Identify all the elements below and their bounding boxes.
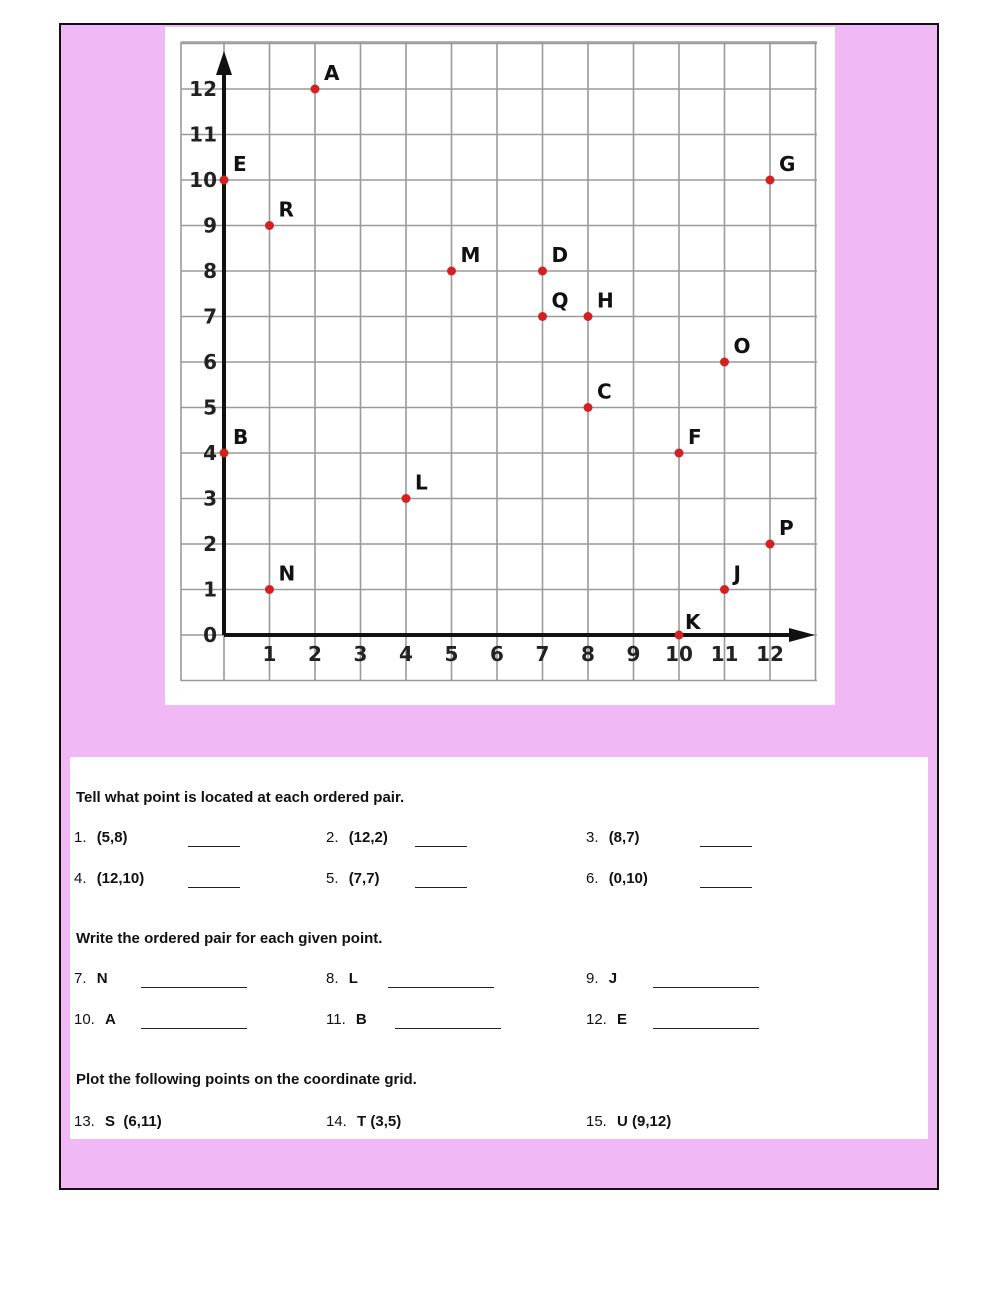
x-tick-label: 3 — [353, 642, 368, 666]
question-number: 1. — [74, 829, 87, 846]
question-5 — [326, 870, 380, 887]
x-axis-arrow — [789, 628, 815, 642]
point-b-marker — [220, 449, 229, 458]
answer-blank-6[interactable] — [700, 887, 752, 888]
point-letter: B — [355, 1011, 367, 1028]
question-number: 13. — [74, 1113, 95, 1130]
y-tick-label: 6 — [203, 350, 217, 374]
question-9 — [586, 970, 617, 987]
x-tick-label: 6 — [490, 642, 504, 666]
point-f-marker — [675, 449, 684, 458]
ordered-pair: (5,8) — [96, 829, 128, 846]
point-n-label: N — [278, 561, 296, 586]
question-number: 6. — [586, 870, 599, 887]
question-number: 3. — [586, 829, 599, 846]
question-6 — [586, 870, 648, 887]
point-c-label: C — [597, 379, 612, 404]
answer-blank-10[interactable] — [141, 1028, 247, 1029]
point-n-marker — [265, 585, 274, 594]
y-tick-label: 4 — [203, 441, 217, 465]
point-l-marker — [402, 494, 411, 503]
point-r-label: R — [278, 197, 294, 222]
section1-heading: Tell what point is located at each ordered pair. — [76, 789, 405, 806]
point-e-label: E — [233, 152, 247, 176]
question-12 — [586, 1011, 627, 1028]
x-tick-label: 10 — [665, 642, 693, 666]
questions-panel — [70, 757, 928, 1139]
answer-blank-12[interactable] — [653, 1028, 759, 1029]
point-m-label: M — [460, 243, 481, 267]
y-tick-label: 12 — [189, 77, 217, 101]
question-8 — [326, 970, 358, 987]
answer-blank-11[interactable] — [395, 1028, 501, 1029]
question-number: 2. — [326, 829, 339, 846]
point-letter: E — [617, 1011, 628, 1028]
point-a-label: A — [324, 61, 340, 85]
question-number: 12. — [586, 1011, 607, 1028]
question-number: 14. — [326, 1113, 347, 1130]
x-tick-label: 9 — [626, 642, 641, 666]
question-2 — [326, 829, 388, 846]
point-o-label: O — [733, 334, 751, 358]
point-e-marker — [220, 176, 229, 185]
section2-heading: Write the ordered pair for each given point. — [76, 930, 383, 947]
question-number: 9. — [586, 970, 599, 987]
y-tick-label: 0 — [203, 623, 217, 647]
question-number: 7. — [74, 970, 87, 987]
question-number: 15. — [586, 1113, 607, 1130]
point-letter: J — [608, 970, 618, 987]
point-letter: A — [105, 1011, 116, 1028]
x-tick-label: 11 — [710, 642, 739, 666]
point-d-label: D — [551, 243, 569, 267]
question-13 — [74, 1113, 162, 1130]
coordinate-grid-chart — [165, 27, 835, 705]
x-tick-label: 4 — [399, 642, 413, 666]
point-c-marker — [584, 403, 593, 412]
answer-blank-7[interactable] — [141, 987, 247, 988]
y-tick-label: 2 — [203, 532, 217, 556]
point-p-label: P — [779, 516, 794, 540]
point-letter: N — [96, 970, 108, 987]
ordered-pair: (12,10) — [96, 870, 145, 887]
point-g-label: G — [779, 152, 796, 176]
y-tick-label: 10 — [189, 168, 217, 192]
answer-blank-1[interactable] — [188, 846, 240, 847]
x-tick-label: 2 — [308, 642, 322, 666]
y-tick-label: 3 — [203, 486, 217, 511]
point-h-marker — [584, 312, 593, 321]
point-o-marker — [720, 358, 729, 367]
section3-heading: Plot the following points on the coordinate grid. — [76, 1071, 417, 1088]
point-p-marker — [766, 540, 775, 549]
point-g-marker — [766, 176, 775, 185]
x-tick-label: 5 — [444, 642, 459, 666]
point-f-label: F — [688, 425, 702, 449]
question-number: 4. — [74, 870, 87, 887]
point-k-label: K — [685, 610, 701, 634]
ordered-pair: (12,2) — [348, 829, 388, 846]
ordered-pair: (7,7) — [348, 870, 380, 887]
answer-blank-8[interactable] — [388, 987, 494, 988]
answer-blank-3[interactable] — [700, 846, 752, 847]
question-11 — [326, 1011, 367, 1028]
question-3 — [586, 829, 640, 846]
plot-point: U (9,12) — [617, 1113, 672, 1130]
question-1 — [74, 829, 128, 846]
point-a-marker — [311, 85, 320, 94]
y-tick-label: 5 — [203, 395, 217, 420]
answer-blank-4[interactable] — [188, 887, 240, 888]
plot-point: S (6,11) — [105, 1113, 162, 1130]
answer-blank-2[interactable] — [415, 846, 467, 847]
answer-blank-9[interactable] — [653, 987, 759, 988]
y-axis-arrow — [216, 51, 232, 75]
point-j-label: J — [733, 561, 741, 586]
question-number: 10. — [74, 1011, 95, 1028]
worksheet-frame — [59, 23, 939, 1190]
point-k-marker — [675, 631, 684, 640]
x-tick-label: 12 — [756, 642, 784, 666]
point-q-label: Q — [551, 288, 569, 313]
y-tick-label: 1 — [203, 577, 217, 602]
question-15 — [586, 1113, 671, 1130]
y-tick-label: 9 — [203, 213, 217, 238]
point-h-label: H — [597, 288, 614, 313]
point-r-marker — [265, 221, 274, 230]
question-4 — [74, 870, 144, 887]
point-b-label: B — [233, 425, 249, 449]
question-10 — [74, 1011, 116, 1028]
x-tick-label: 8 — [581, 642, 595, 666]
plot-point: T (3,5) — [357, 1113, 402, 1130]
y-tick-label: 7 — [203, 304, 217, 329]
y-tick-label: 8 — [203, 259, 217, 283]
question-14 — [326, 1113, 401, 1130]
point-m-marker — [447, 267, 456, 276]
y-tick-label: 11 — [189, 122, 217, 147]
x-tick-label: 7 — [535, 642, 550, 666]
x-tick-label: 1 — [262, 642, 277, 666]
point-d-marker — [538, 267, 547, 276]
point-q-marker — [538, 312, 547, 321]
question-7 — [74, 970, 108, 987]
question-number: 11. — [326, 1011, 346, 1028]
answer-blank-5[interactable] — [415, 887, 467, 888]
question-number: 5. — [326, 870, 339, 887]
coordinate-grid-card — [165, 27, 835, 705]
point-letter: L — [348, 970, 358, 987]
ordered-pair: (0,10) — [608, 870, 648, 887]
point-l-label: L — [415, 470, 428, 495]
question-number: 8. — [326, 970, 339, 987]
point-j-marker — [720, 585, 729, 594]
ordered-pair: (8,7) — [608, 829, 640, 846]
